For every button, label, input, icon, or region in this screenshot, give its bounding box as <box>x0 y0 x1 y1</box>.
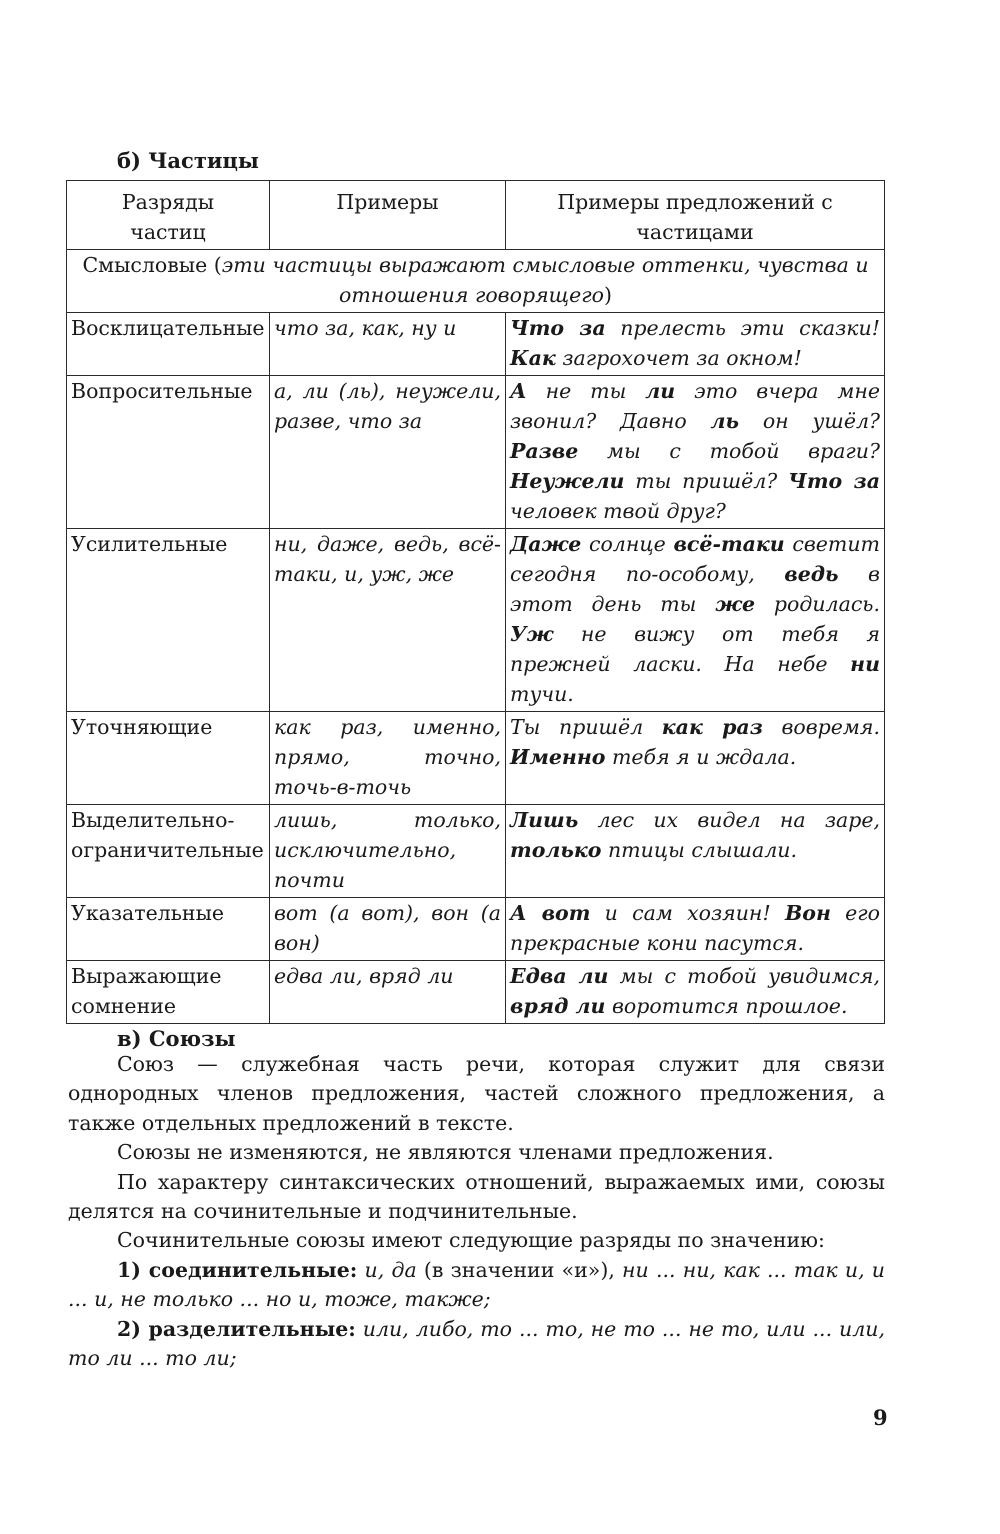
unions-text <box>68 1050 885 1373</box>
particle-highlight: как раз <box>661 715 763 739</box>
particles-table <box>66 180 885 1024</box>
unions-paragraph: Союзы не изменяются, не являются членами предложения. <box>117 1140 774 1165</box>
sentence-fragment: его прекрасные кони пасутся. <box>510 901 880 955</box>
sentence-fragment: мы с тобой враги? <box>578 439 880 463</box>
particle-highlight: Как <box>510 346 556 370</box>
particle-category: Восклицательные <box>67 313 270 376</box>
unions-list-item: 2) разделительные: или, либо, то ... то, не то ... не то, или ... или, то ли ... то ли; <box>68 1316 885 1371</box>
header-sentences: Примеры предложений с частицами <box>506 181 885 250</box>
particle-category: Уточняющие <box>67 712 270 805</box>
particle-examples: едва ли, вряд ли <box>270 961 506 1024</box>
particle-highlight: ведь <box>784 562 839 586</box>
particle-category: Выражающие сомнение <box>67 961 270 1024</box>
table-row <box>67 529 885 712</box>
sentence-fragment: лес их видел на заре, <box>578 808 880 832</box>
particle-highlight: Неужели <box>510 469 625 493</box>
header-categories: Разряды частиц <box>67 181 270 250</box>
particle-sentences <box>506 529 885 712</box>
particle-highlight: Вон <box>784 901 831 925</box>
particle-sentences <box>506 898 885 961</box>
particle-sentences <box>506 805 885 898</box>
particle-highlight: А <box>510 379 527 403</box>
particle-highlight: Именно <box>510 745 606 769</box>
particle-highlight: Даже <box>510 532 582 556</box>
sentence-fragment: загрохочет за окном! <box>555 346 802 370</box>
particle-category: Вопросительные <box>67 376 270 529</box>
sentence-fragment: мы с тобой увидимся, <box>608 964 881 988</box>
particle-highlight: вряд ли <box>510 994 606 1018</box>
particle-highlight: Едва ли <box>510 964 609 988</box>
table-row <box>67 712 885 805</box>
sentence-fragment: это вчера мне звонил? Давно <box>510 379 880 433</box>
sentence-fragment: тучи. <box>510 682 574 706</box>
particle-highlight: Лишь <box>510 808 579 832</box>
particle-highlight: всё-таки <box>673 532 785 556</box>
particle-highlight: только <box>510 838 602 862</box>
particle-category: Указательные <box>67 898 270 961</box>
unions-paragraph: Сочинительные союзы имеют следующие разряды по значению: <box>117 1228 825 1253</box>
particle-category: Усилительные <box>67 529 270 712</box>
table-row <box>67 313 885 376</box>
sentence-fragment: воротится прошлое. <box>605 994 848 1018</box>
sentence-fragment: светит сегодня по-особому, <box>510 532 880 586</box>
sentence-fragment: ты пришёл? <box>624 469 789 493</box>
particle-highlight: ни <box>850 652 880 676</box>
particle-highlight: Что за <box>788 469 880 493</box>
table-row <box>67 805 885 898</box>
sentence-fragment: Ты пришёл <box>510 715 662 739</box>
particle-examples: вот (а вот), вон (а вон) <box>270 898 506 961</box>
unions-heading: в) Союзы <box>117 1026 236 1051</box>
particle-sentences <box>506 712 885 805</box>
particle-highlight: же <box>715 592 756 616</box>
table-row <box>67 376 885 529</box>
span-row-cell: Смысловые (эти частицы выражают смысловые оттенки, чувства и отношения говорящего) <box>67 250 885 313</box>
sentence-fragment: не ты <box>526 379 646 403</box>
sentence-fragment: тебя я и ждала. <box>605 745 797 769</box>
sentence-fragment: и сам хозяин! <box>590 901 785 925</box>
particle-sentences <box>506 313 885 376</box>
sentence-fragment: солнце <box>581 532 674 556</box>
particle-highlight: Уж <box>510 622 554 646</box>
sentence-fragment: не вижу от тебя я прежней ласки. На небе <box>510 622 880 676</box>
span-row <box>67 250 885 313</box>
particle-highlight: ль <box>710 409 740 433</box>
particles-heading: б) Частицы <box>117 148 259 173</box>
particle-sentences <box>506 961 885 1024</box>
particle-examples: а, ли (ль), неужели, разве, что за <box>270 376 506 529</box>
particle-examples: ни, даже, ведь, всё-таки, и, уж, же <box>270 529 506 712</box>
particle-highlight: А вот <box>510 901 591 925</box>
sentence-fragment: он ушёл? <box>739 409 880 433</box>
particle-examples: как раз, именно, прямо, точно, точь-в-точь <box>270 712 506 805</box>
table-row <box>67 961 885 1024</box>
sentence-fragment: человек твой друг? <box>510 499 726 523</box>
particle-examples: лишь, только, исключительно, почти <box>270 805 506 898</box>
unions-paragraph: Союз — служебная часть речи, которая служит для связи однородных членов предложения, частей сложного предложения, а также отдельных предложений в тексте. <box>68 1052 885 1135</box>
sentence-fragment: прелесть эти сказки! <box>605 316 880 340</box>
particle-highlight: Разве <box>510 439 579 463</box>
particle-highlight: ли <box>645 379 676 403</box>
particle-sentences <box>506 376 885 529</box>
unions-list-item: 1) соединительные: и, да (в значении «и»), ни ... ни, как ... так и, и ... и, не только ... но и, тоже, также; <box>68 1257 885 1312</box>
particle-examples: что за, как, ну и <box>270 313 506 376</box>
table-row <box>67 898 885 961</box>
header-examples: Примеры <box>270 181 506 250</box>
page-number: 9 <box>873 1405 888 1430</box>
sentence-fragment: вовремя. <box>762 715 880 739</box>
unions-paragraph: По характеру синтаксических отношений, выражаемых ими, союзы делятся на сочинительные и подчинительные. <box>68 1169 885 1224</box>
sentence-fragment: птицы слышали. <box>601 838 797 862</box>
particle-highlight: Что за <box>510 316 606 340</box>
particle-category: Выделительно-ограничительные <box>67 805 270 898</box>
sentence-fragment: в этот день ты <box>510 562 880 616</box>
sentence-fragment: родилась. <box>755 592 880 616</box>
table-header-row <box>67 181 885 250</box>
